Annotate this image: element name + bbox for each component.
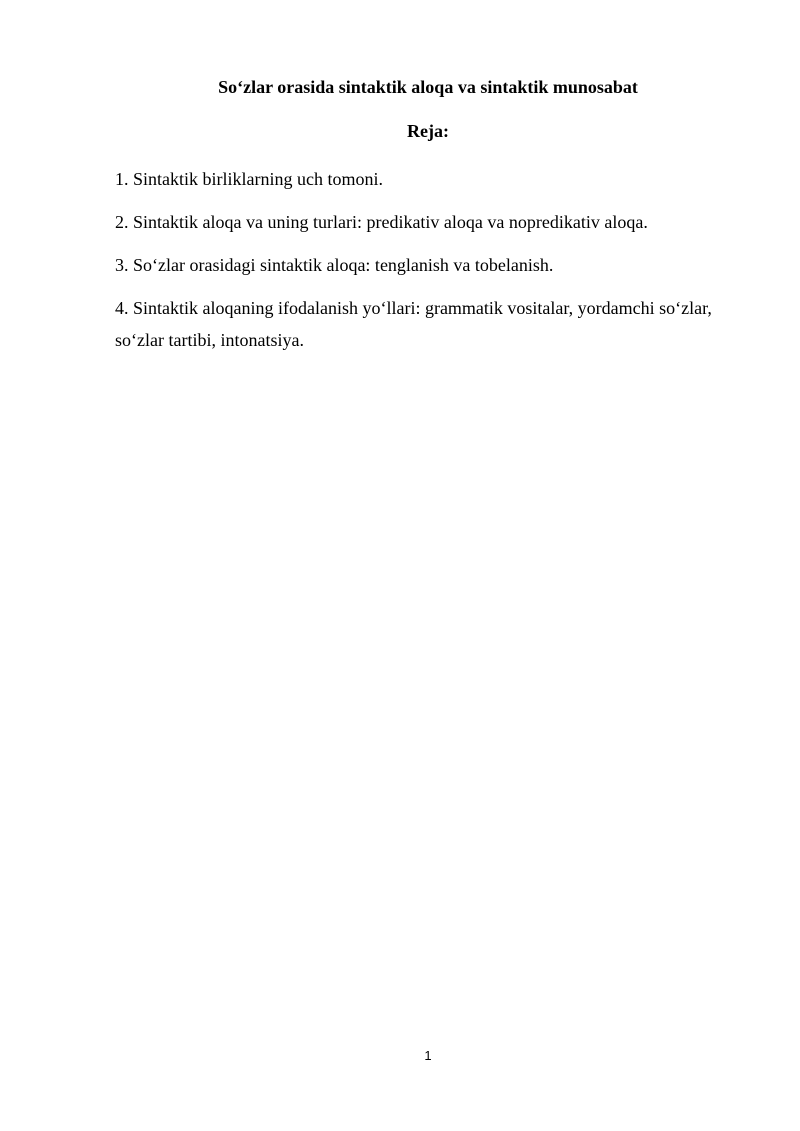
- plan-item-2: 2. Sintaktik aloqa va uning turlari: predikativ aloqa va nopredikativ aloqa.: [115, 212, 648, 232]
- plan-list: [115, 163, 750, 367]
- plan-item-4: 4. Sintaktik aloqaning ifodalanish yo‘llari: grammatik vositalar, yordamchi so‘zlar, so‘zlar tartibi, intonatsiya.: [115, 298, 712, 350]
- plan-item-1: 1. Sintaktik birliklarning uch tomoni.: [115, 169, 383, 189]
- page-number: 1: [424, 1048, 432, 1063]
- plan-heading: Reja:: [407, 121, 449, 141]
- document-title: So‘zlar orasida sintaktik aloqa va sintaktik munosabat: [218, 77, 638, 97]
- plan-item-3: 3. So‘zlar orasidagi sintaktik aloqa: tenglanish va tobelanish.: [115, 255, 554, 275]
